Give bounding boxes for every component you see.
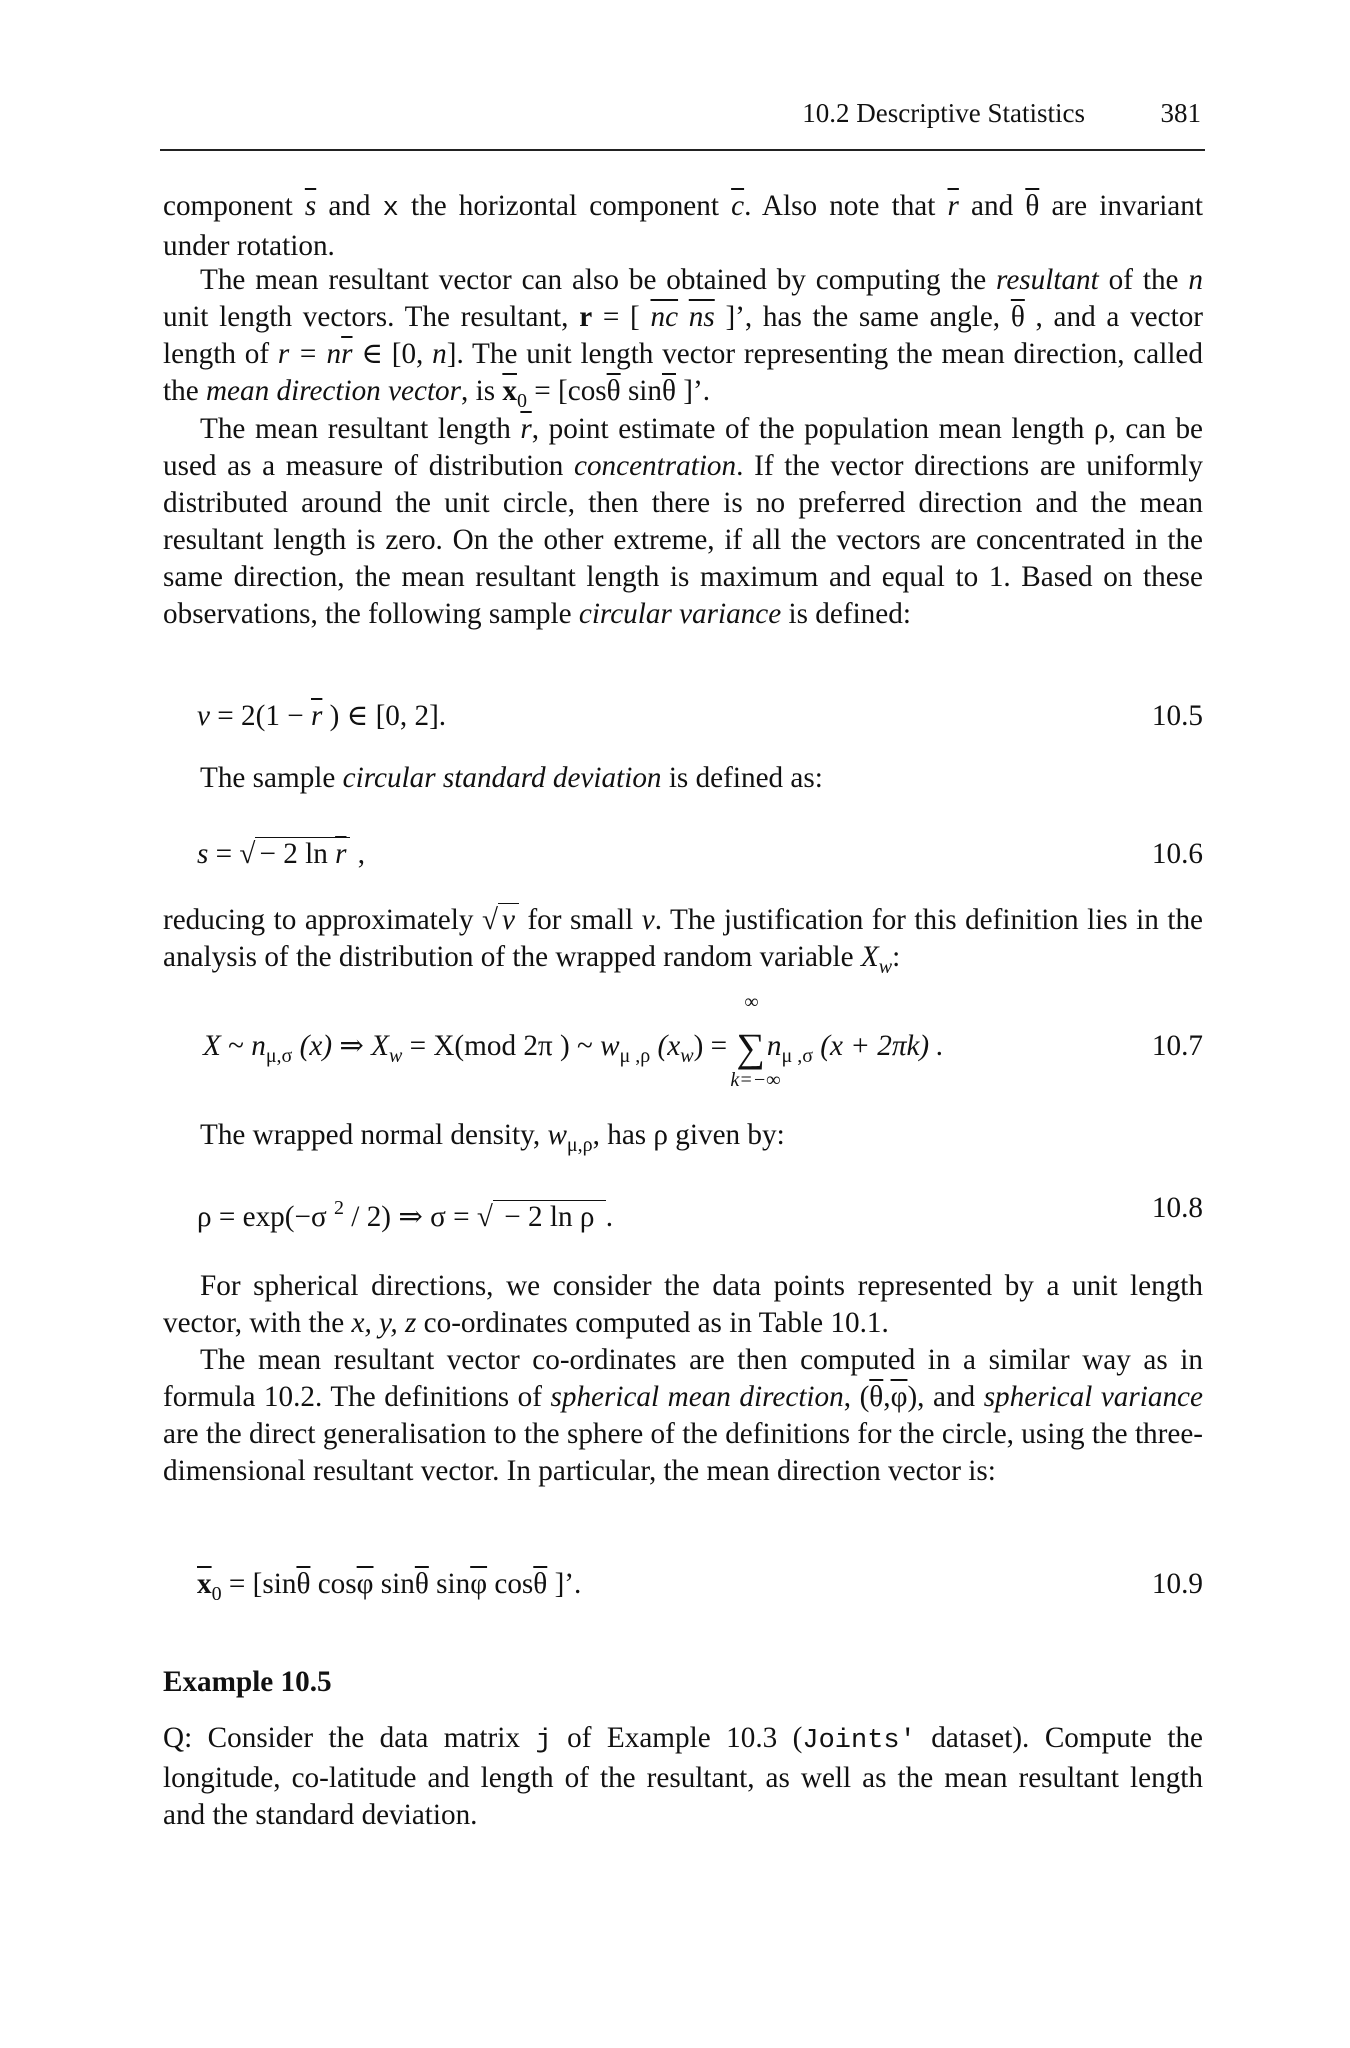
equation-body: X ~ $n_{\mu,\sigma}$ (x) ⇒ $X_w = X(mod$ 2π ) ~ $w_{\mu ,\rho}$ $(x_w)$ = ∞ ∑ k=−∞ $n_{\mu ,\sigma}$ (x + 2πk) . — [203, 991, 944, 1091]
equation-body: $v = 2(1 - \overline{r}$ ) ∈ [0, 2]. — [197, 700, 447, 732]
equation-10-8 — [163, 1186, 1203, 1233]
example-heading: Example 10.5 — [163, 1666, 332, 1698]
equation-number: 10.9 — [1151, 1568, 1203, 1600]
equation-body: s = √ − 2 $\ln \overline{r}$ , — [197, 838, 366, 870]
summation: ∞ ∑ k=−∞ — [730, 991, 781, 1091]
equation-number: 10.6 — [1151, 838, 1203, 870]
paragraph-3: The mean resultant length $\overline{r}$, point estimate of the population mean length ρ, can be used as a measure of distribution concentration. If the vector directions are uniformly distributed around the unit circle, then there is no preferred direction and the mean resultant length is zero. On the other extreme, if all the vectors are concentrated in the same direction, the mean resultant length is maximum and equal to 1. Based on these observations, the following sample circular variance is defined: — [163, 413, 1203, 630]
equation-number: 10.8 — [1151, 1192, 1203, 1224]
section-title: 10.2 Descriptive Statistics — [802, 98, 1085, 128]
equation-10-7 — [163, 991, 1203, 1091]
header-rule — [160, 149, 1205, 151]
page-number: 381 — [1160, 98, 1201, 128]
running-header — [160, 98, 1205, 138]
equation-body: $\overline{x}_0 = [\sin\overline{\theta}$ $\cos\overline{\varphi} \sin\overline{\theta} \sin\overline{\varphi} \cos\overline{\theta}$ ]’. — [197, 1568, 582, 1605]
equation-body: ρ = exp(−σ $^2$ / 2) ⇒ σ = √ − 2 ln ρ . — [197, 1197, 613, 1233]
paragraph-4: The sample circular standard deviation is defined as: — [200, 762, 823, 794]
example-question: Q: Consider the data matrix j of Example 10.3 (Joints' dataset). Compute the longitude, co-latitude and length of the resultant, as well as the mean resultant length and the standard deviation. — [163, 1722, 1203, 1831]
equation-10-5 — [163, 694, 1203, 738]
equation-number: 10.5 — [1151, 700, 1203, 732]
equation-10-6 — [163, 832, 1203, 876]
paragraph-6: The wrapped normal density, $w_{\mu,\rho}$, has ρ given by: — [200, 1119, 785, 1156]
paragraph-2: The mean resultant vector can also be obtained by computing the resultant of the n unit length vectors. The resultant, r = [ $\overline{nc}$ $\overline{ns}$ ]’, has the same angle, $\overline{\theta}$ , and a vector length of $r = n\overline{r}$ ∈ [0, n]. The unit length vector representing the mean direction, called the mean direction vector, is $\overline{x}_0 = [\cos\overline{\theta}$ $\sin\overline{\theta}$ ]’. — [163, 264, 1204, 412]
equation-number: 10.7 — [1151, 1030, 1203, 1062]
paragraph-5: reducing to approximately √ v for small v. The justification for this definition lies in the analysis of the distribution of the wrapped random variable $X_w$: — [163, 904, 1203, 978]
paragraph-1: component $\overline{s}$ and x the horizontal component $\overline{c}$. Also note that $\overline{r}$ and $\overline{\theta}$ are invariant under rotation. — [163, 190, 1203, 262]
paragraph-7: For spherical directions, we consider the data points represented by a unit length vector, with the x, y, z co-ordinates computed as in Table 10.1. — [163, 1270, 1203, 1339]
paragraph-8: The mean resultant vector co-ordinates are then computed in a similar way as in formula 10.2. The definitions of spherical mean direction, $(\overline{\theta},\overline{\varphi})$, and spherical variance are the direct generalisation to the sphere of the definitions for the circle, using the three-dimensional resultant vector. In particular, the mean direction vector is: — [163, 1344, 1203, 1487]
equation-10-9 — [163, 1562, 1203, 1606]
